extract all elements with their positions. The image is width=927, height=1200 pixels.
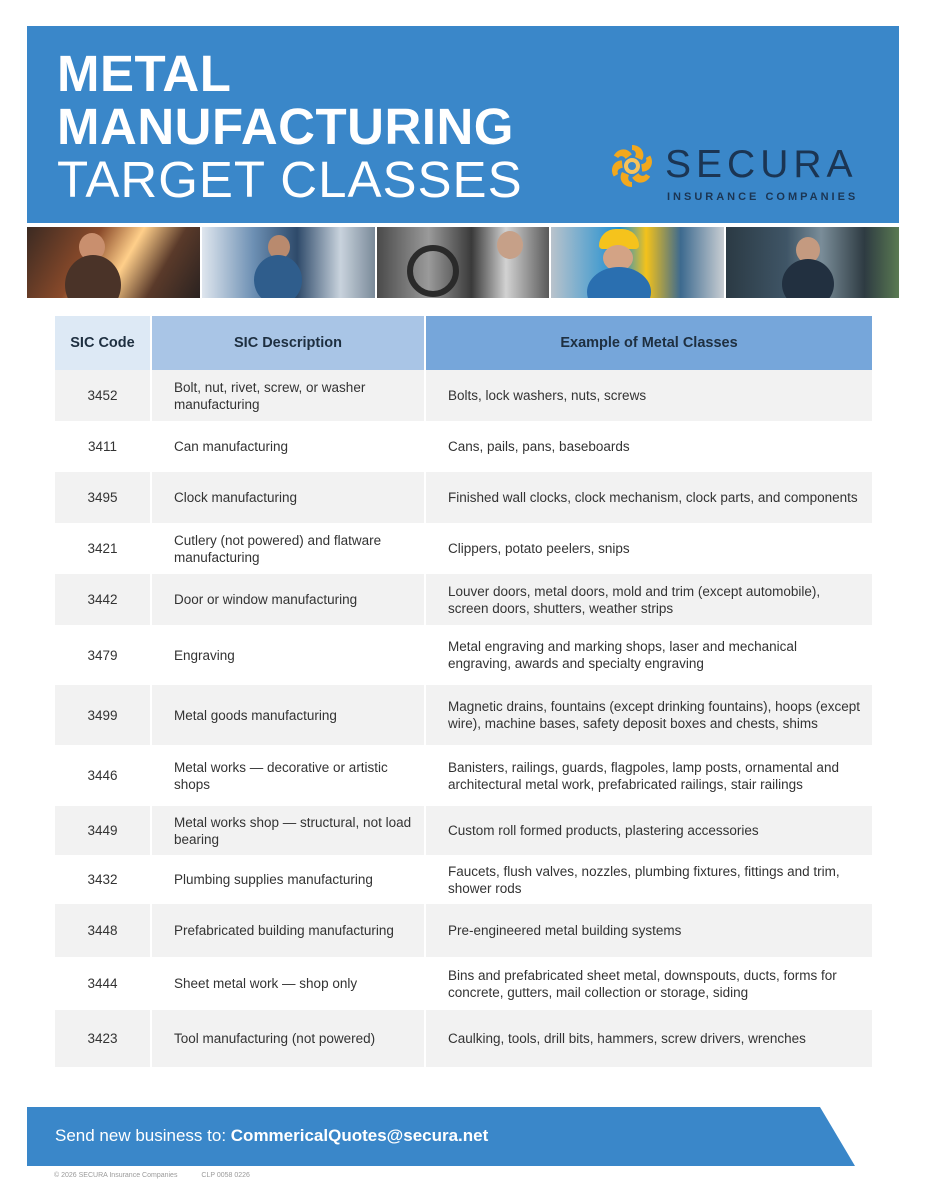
photo-operator [726, 227, 899, 298]
photo-machinist [202, 227, 375, 298]
header-sic-description: SIC Description [151, 316, 425, 370]
copyright-text: © 2026 SECURA Insurance Companies [54, 1172, 178, 1179]
table-row [55, 523, 872, 574]
sic-code: 3495 [55, 472, 151, 523]
header-banner [27, 26, 899, 223]
sic-description: Can manufacturing [151, 421, 425, 472]
sic-description: Cutlery (not powered) and flatware manufacturing [151, 523, 425, 574]
page-title [57, 45, 523, 208]
photo-hardhat-worker [551, 227, 724, 298]
sic-description: Metal goods manufacturing [151, 685, 425, 745]
footer-message [55, 1126, 488, 1146]
sic-code: 3421 [55, 523, 151, 574]
footer-prefix: Send new business to: [55, 1126, 231, 1145]
title-line-2: MANUFACTURING [57, 98, 514, 155]
brand-name: SECURA [665, 143, 858, 186]
table-row [55, 574, 872, 625]
metal-class-examples: Custom roll formed products, plastering accessories [425, 806, 872, 855]
footer-email-link[interactable]: CommericalQuotes@secura.net [230, 1126, 489, 1145]
sic-code: 3432 [55, 855, 151, 904]
title-line-3: TARGET CLASSES [57, 151, 523, 208]
sic-code: 3449 [55, 806, 151, 855]
metal-class-examples: Magnetic drains, fountains (except drinking fountains), hoops (except wire), machine bases, safety deposit boxes and chests, shims [425, 685, 872, 745]
sic-description: Bolt, nut, rivet, screw, or washer manufacturing [151, 370, 425, 421]
sic-description: Door or window manufacturing [151, 574, 425, 625]
metal-class-examples: Banisters, railings, guards, flagpoles, lamp posts, ornamental and architectural metal work, prefabricated railings, stair railings [425, 745, 872, 806]
sic-description: Prefabricated building manufacturing [151, 904, 425, 957]
sic-code: 3444 [55, 957, 151, 1010]
sic-code: 3448 [55, 904, 151, 957]
table-row [55, 370, 872, 421]
footer-banner [27, 1107, 855, 1166]
secura-logo [609, 143, 871, 205]
metal-class-examples: Clippers, potato peelers, snips [425, 523, 872, 574]
sic-description: Clock manufacturing [151, 472, 425, 523]
sic-description: Metal works — decorative or artistic shops [151, 745, 425, 806]
metal-class-examples: Bins and prefabricated sheet metal, downspouts, ducts, forms for concrete, gutters, mail collection or storage, siding [425, 957, 872, 1010]
sic-code: 3411 [55, 421, 151, 472]
table-row [55, 421, 872, 472]
table-row [55, 745, 872, 806]
table-header-row [55, 316, 872, 370]
sic-code: 3442 [55, 574, 151, 625]
sic-code: 3499 [55, 685, 151, 745]
table-row [55, 685, 872, 745]
metal-class-examples: Louver doors, metal doors, mold and trim (except automobile), screen doors, shutters, weather strips [425, 574, 872, 625]
sic-code: 3479 [55, 625, 151, 685]
sic-description: Engraving [151, 625, 425, 685]
metal-class-examples: Bolts, lock washers, nuts, screws [425, 370, 872, 421]
photo-welder [27, 227, 200, 298]
sic-description: Plumbing supplies manufacturing [151, 855, 425, 904]
brand-subtitle: INSURANCE COMPANIES [667, 191, 859, 203]
photo-machinery [377, 227, 550, 298]
table-row [55, 806, 872, 855]
table-row [55, 1010, 872, 1067]
sic-table-grid [55, 316, 872, 1067]
header-sic-code: SIC Code [55, 316, 151, 370]
metal-class-examples: Caulking, tools, drill bits, hammers, screw drivers, wrenches [425, 1010, 872, 1067]
sic-description: Metal works shop — structural, not load bearing [151, 806, 425, 855]
form-code: CLP 0058 0226 [201, 1172, 250, 1179]
sic-code: 3452 [55, 370, 151, 421]
metal-class-examples: Pre-engineered metal building systems [425, 904, 872, 957]
sic-code: 3423 [55, 1010, 151, 1067]
metal-class-examples: Cans, pails, pans, baseboards [425, 421, 872, 472]
header-example-classes: Example of Metal Classes [425, 316, 872, 370]
table-row [55, 904, 872, 957]
sic-description: Tool manufacturing (not powered) [151, 1010, 425, 1067]
sic-description: Sheet metal work — shop only [151, 957, 425, 1010]
secura-star-icon [609, 143, 655, 189]
table-row [55, 957, 872, 1010]
photo-strip [27, 227, 899, 298]
title-line-1: METAL [57, 45, 232, 102]
metal-class-examples: Faucets, flush valves, nozzles, plumbing fixtures, fittings and trim, shower rods [425, 855, 872, 904]
copyright-line [54, 1172, 272, 1179]
table-row [55, 855, 872, 904]
sic-code: 3446 [55, 745, 151, 806]
table-row [55, 625, 872, 685]
metal-class-examples: Metal engraving and marking shops, laser and mechanical engraving, awards and specialty engraving [425, 625, 872, 685]
metal-class-examples: Finished wall clocks, clock mechanism, clock parts, and components [425, 472, 872, 523]
table-row [55, 472, 872, 523]
sic-table [55, 316, 872, 1067]
